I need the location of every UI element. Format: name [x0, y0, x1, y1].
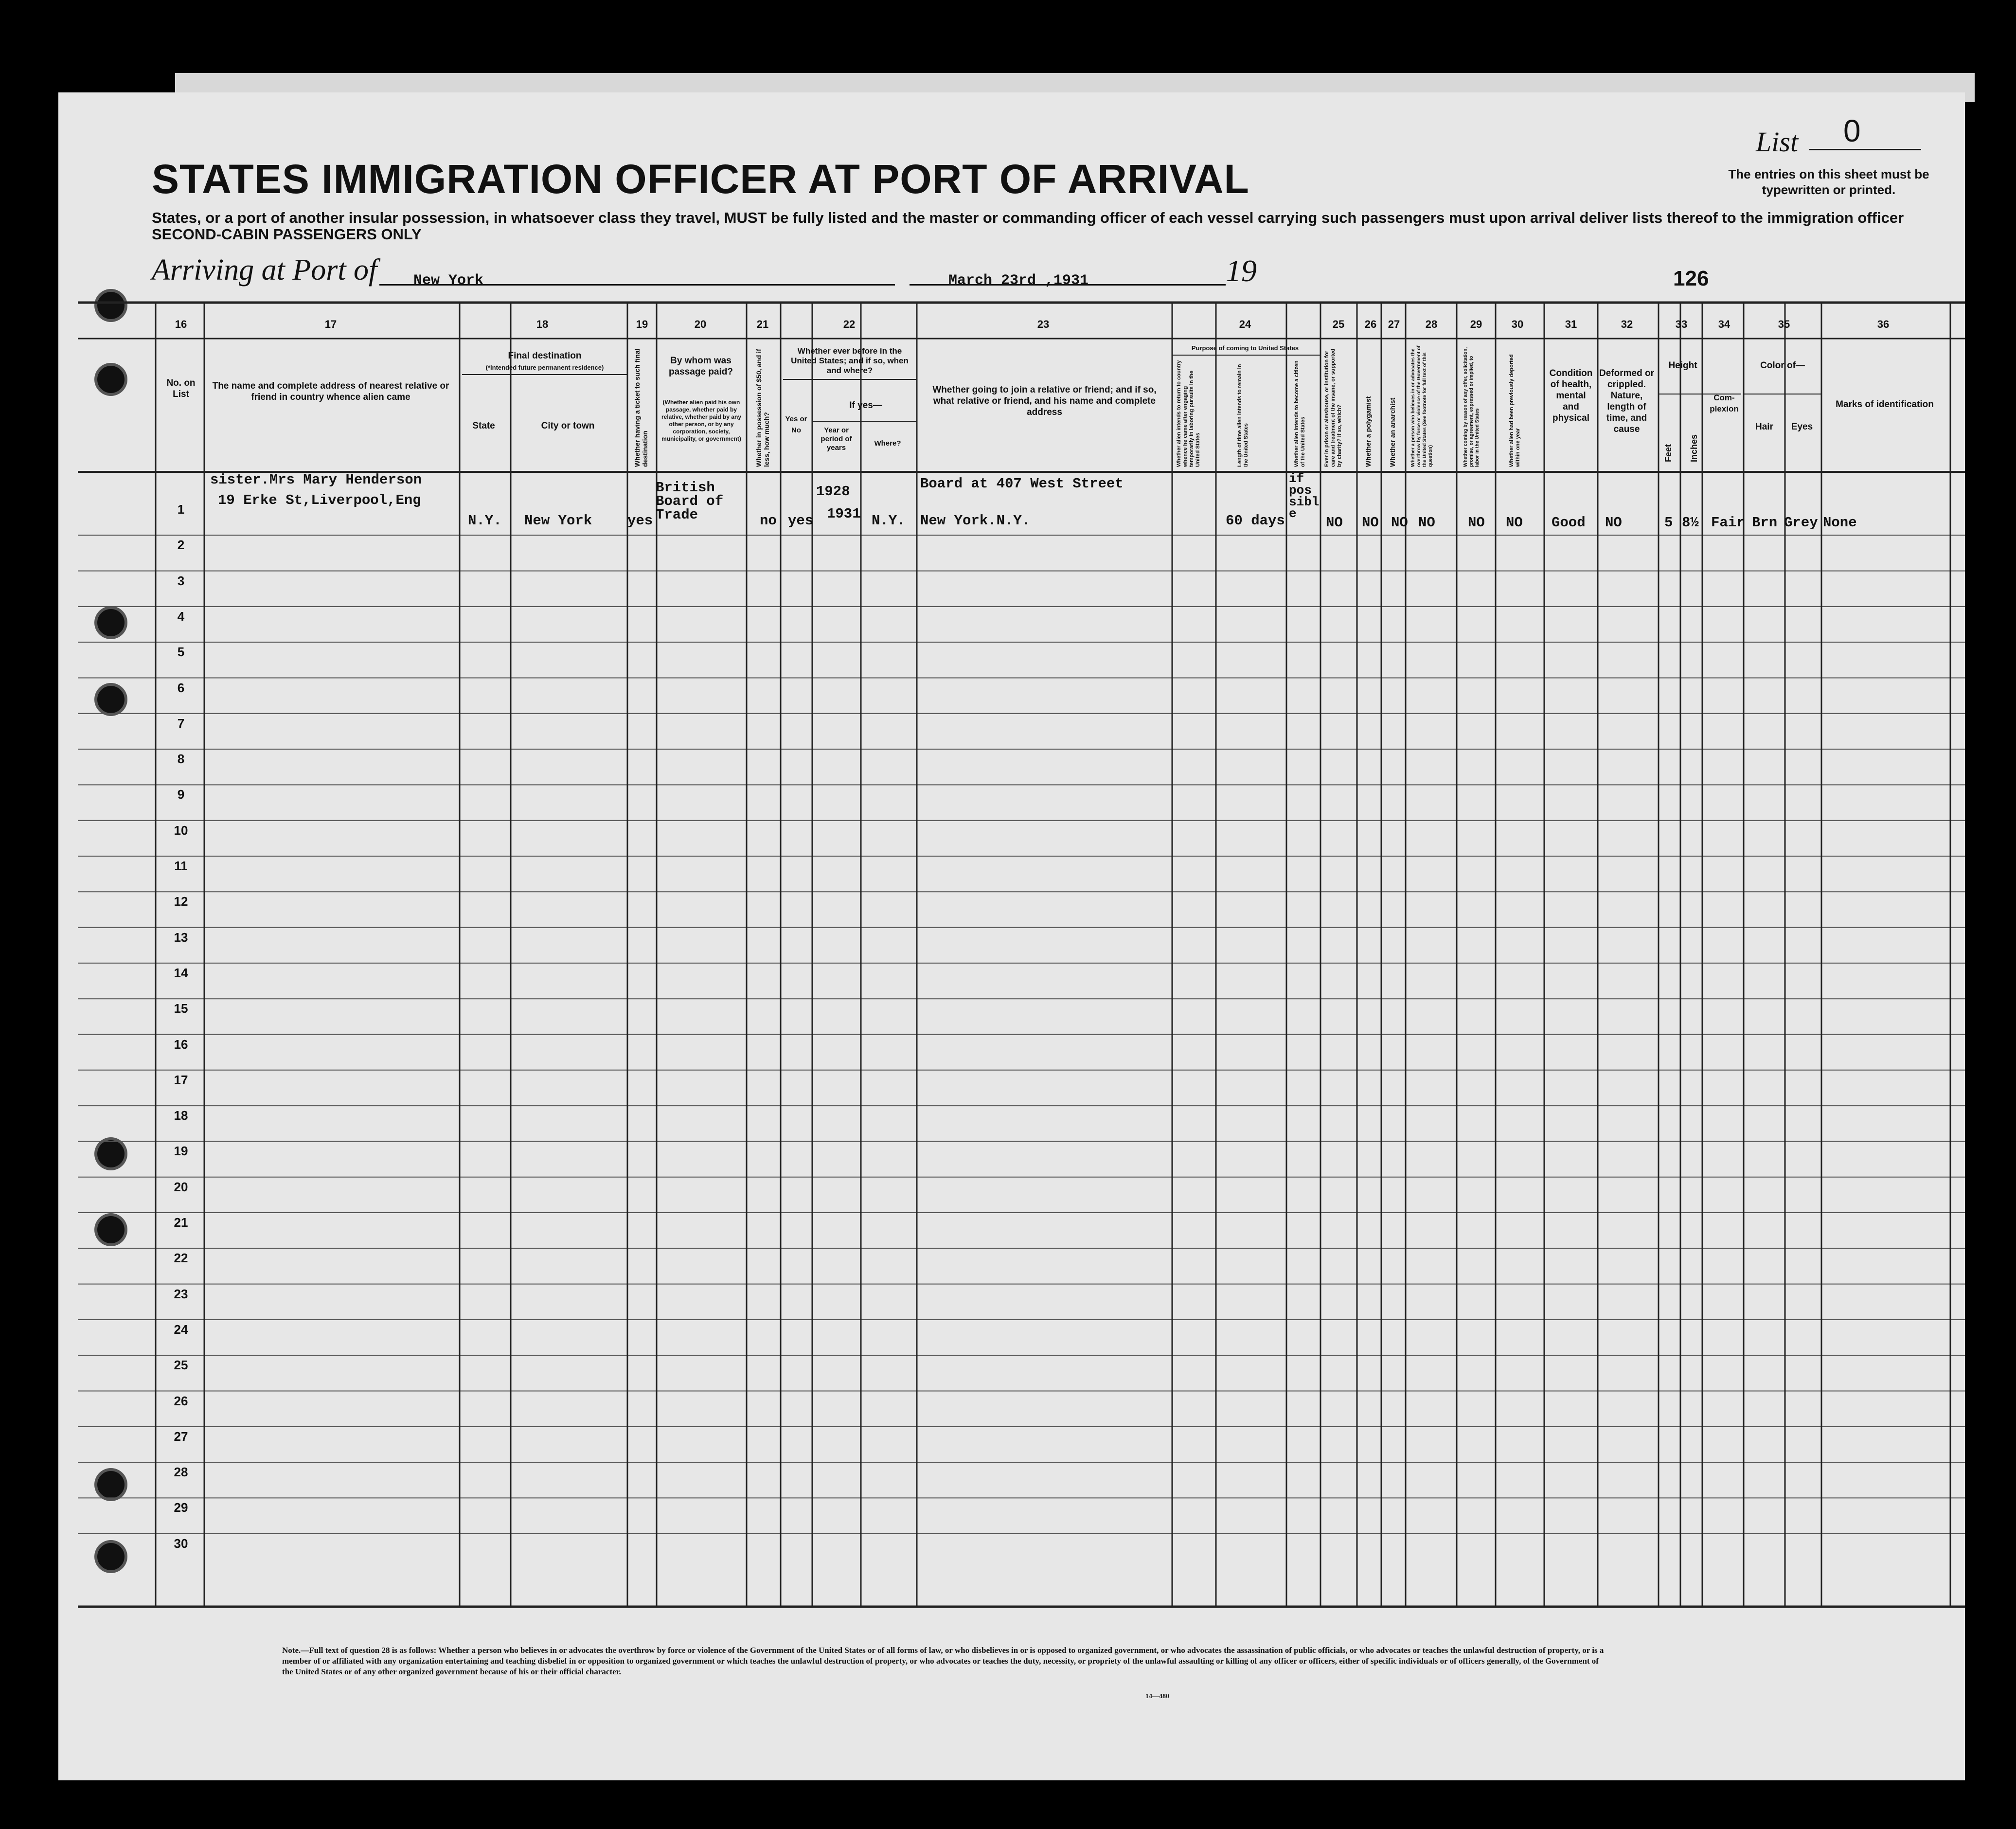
row-number: 7 — [177, 716, 185, 731]
column-number: 34 — [1718, 318, 1731, 330]
row-number: 24 — [174, 1322, 188, 1337]
row-number: 14 — [174, 965, 188, 980]
entry-has-fifty: no — [760, 513, 777, 529]
header-city: City or town — [541, 421, 595, 431]
row-number: 18 — [174, 1108, 188, 1123]
header-purpose-citizen: Whether alien intends to become a citizen of the United States — [1294, 360, 1306, 467]
header-labor-offer: Whether coming by reason of any offer, solicitation, promise, or agreement, expressed or implied, to labor in the United States — [1463, 347, 1480, 467]
entry-year-1: 1928 — [816, 484, 850, 500]
entry-paid-by-1: British — [656, 480, 715, 496]
row-number: 5 — [177, 645, 185, 660]
row-number: 2 — [177, 538, 185, 553]
column-number: 32 — [1621, 318, 1633, 330]
entry-overthrow: NO — [1418, 515, 1435, 531]
entry-relative-line2: 19 Erke St,Liverpool,Eng — [218, 492, 421, 508]
row-number: 4 — [177, 609, 185, 624]
entry-marks: None — [1823, 515, 1857, 531]
column-number: 29 — [1470, 318, 1482, 330]
form-title: STATES IMMIGRATION OFFICER AT PORT OF ARRIVAL — [152, 156, 1249, 202]
row-number: 3 — [177, 573, 185, 588]
header-polygamist: Whether a polygamist — [1364, 396, 1372, 467]
entry-length-stay: 60 days — [1226, 513, 1285, 529]
header-feet: Feet — [1663, 444, 1673, 462]
entry-feet: 5 — [1664, 515, 1673, 531]
entry-eyes: Grey — [1784, 515, 1818, 531]
entry-joining-1: Board at 407 West Street — [920, 476, 1124, 492]
entries-instruction: The entries on this sheet must be typewritten or printed. — [1728, 167, 1929, 197]
header-complexion: Com-plexion — [1710, 393, 1739, 413]
form-subtitle: States, or a port of another insular possession, in whatsoever class they travel, MUST be fully listed and the master or commanding officer of each vessel carrying such passengers must upon arrival deliver lists thereof to the immigration officer — [152, 209, 1904, 226]
header-before-in-us: Whether ever before in the United States; and if so, when and where? — [791, 346, 909, 375]
header-color-of: Color of— — [1760, 360, 1805, 371]
entry-polygamist: NO — [1362, 515, 1379, 531]
header-deported: Whether alien had been previously deported within one year — [1509, 354, 1521, 467]
row-number: 12 — [174, 894, 188, 909]
entry-deported: NO — [1506, 515, 1523, 531]
column-number: 25 — [1332, 318, 1345, 330]
entry-ticket: yes — [627, 513, 653, 529]
column-number: 18 — [536, 318, 549, 330]
header-marks: Marks of identification — [1836, 399, 1934, 410]
header-anarchist: Whether an anarchist — [1389, 397, 1396, 467]
header-passage-paid: By whom was passage paid? — [669, 356, 733, 377]
row-number: 29 — [174, 1500, 188, 1515]
row-number: 9 — [177, 787, 185, 802]
column-number: 19 — [636, 318, 648, 330]
header-no-on-list: No. on List — [166, 378, 196, 399]
row-number: 27 — [174, 1429, 188, 1444]
entry-anarchist: NO — [1391, 515, 1408, 531]
header-ticket: Whether having a ticket to such final destination — [633, 348, 649, 467]
arriving-label: Arriving at Port of — [152, 253, 377, 287]
header-hair: Hair — [1755, 422, 1773, 432]
entry-joining-2: New York.N.Y. — [920, 513, 1031, 529]
entry-health: Good — [1552, 515, 1586, 531]
form-code: 14—480 — [1145, 1693, 1169, 1700]
column-number: 28 — [1425, 318, 1438, 330]
entry-paid-by-3: Trade — [656, 507, 698, 523]
column-number: 36 — [1877, 318, 1890, 330]
header-health: Condition of health, mental and physical — [1549, 368, 1593, 423]
column-number: 16 — [175, 318, 187, 330]
entry-citizen-2: pos — [1289, 483, 1312, 498]
column-number: 17 — [324, 318, 337, 330]
entry-inches: 8½ — [1682, 515, 1699, 531]
row-number: 17 — [174, 1072, 188, 1087]
entry-relative-line1: sister.Mrs Mary Henderson — [210, 472, 422, 488]
list-label: List — [1756, 126, 1799, 158]
header-overthrow: Whether a person who believes in or advocates the overthrow by force or violence of the Government of the United States (See footnote for full text of this question) — [1410, 345, 1433, 467]
column-number: 20 — [694, 318, 707, 330]
header-height: Height — [1668, 360, 1697, 371]
row-number: 20 — [174, 1179, 188, 1194]
entry-citizen-4: e — [1289, 506, 1297, 521]
row-number: 30 — [174, 1536, 188, 1551]
header-purpose-return: Whether alien intends to return to country whence he came after engaging temporarily in laboring pursuits in the United States — [1176, 360, 1201, 467]
entry-prison: NO — [1326, 515, 1343, 531]
column-number: 27 — [1388, 318, 1400, 330]
header-if-yes: If yes— — [849, 400, 882, 411]
entry-paid-by-2: Board of — [656, 493, 724, 509]
entry-labor: NO — [1468, 515, 1485, 531]
column-number: 21 — [756, 318, 769, 330]
header-inches: Inches — [1689, 434, 1699, 462]
entry-where: N.Y. — [872, 513, 906, 529]
row-number: 6 — [177, 680, 185, 695]
row-number: 23 — [174, 1286, 188, 1301]
row-number: 10 — [174, 823, 188, 838]
year-prefix: 19 — [1226, 253, 1257, 288]
entry-city: New York — [524, 513, 592, 529]
column-number: 30 — [1511, 318, 1524, 330]
header-yes-no: Yes or No — [785, 415, 807, 434]
row-number: 11 — [174, 859, 188, 873]
header-year: Year or period of years — [821, 426, 852, 452]
sheet-number: 126 — [1673, 267, 1709, 290]
header-final-destination-note: (*Intended future permanent residence) — [485, 364, 604, 371]
list-number: 0 — [1843, 113, 1861, 148]
header-state: State — [472, 421, 495, 431]
header-deformed: Deformed or crippled. Nature, length of time, and cause — [1599, 368, 1654, 434]
header-relative-address: The name and complete address of nearest relative or friend in country whence alien came — [212, 381, 449, 402]
port-value: New York — [413, 272, 484, 289]
column-number: 26 — [1364, 318, 1377, 330]
header-joining: Whether going to join a relative or friend; and if so, what relative or friend, and his name and complete address — [932, 385, 1157, 417]
row-number: 25 — [174, 1358, 188, 1373]
entry-complexion: Fair — [1711, 515, 1745, 531]
entry-year-2: 1931 — [827, 506, 861, 522]
row-number: 13 — [174, 930, 188, 945]
column-number: 22 — [843, 318, 856, 330]
header-passage-paid-note: (Whether alien paid his own passage, whether paid by relative, whether paid by any other person, or by any corporation, society, municipality, or government) — [661, 399, 742, 442]
entry-citizen-3: sibl — [1289, 495, 1320, 509]
header-final-destination: Final destination — [508, 351, 582, 361]
form-class: SECOND-CABIN PASSENGERS ONLY — [152, 226, 422, 243]
column-number: 31 — [1565, 318, 1577, 330]
column-number: 33 — [1675, 318, 1688, 330]
row-number: 26 — [174, 1393, 188, 1408]
date-value: March 23rd ,1931 — [948, 272, 1089, 289]
header-purpose-length: Length of time alien intends to remain in the United States — [1237, 364, 1249, 467]
header-eyes: Eyes — [1791, 422, 1813, 432]
row-number: 19 — [174, 1144, 188, 1159]
row-number: 28 — [174, 1465, 188, 1480]
column-number: 35 — [1778, 318, 1790, 330]
column-number: 24 — [1239, 318, 1251, 330]
header-where: Where? — [874, 439, 901, 448]
row-number: 1 — [177, 502, 185, 517]
entry-citizen-1: if — [1289, 471, 1304, 486]
entry-before-us: yes — [788, 513, 814, 529]
column-number: 23 — [1037, 318, 1050, 330]
footnote: Note.—Full text of question 28 is as follows: Whether a person who believes in or advocates the overthrow by force or violence of the Government of the United States or of all forms of law, or who disbelieves in or is opposed to organized government, or who advocates the assassination of public officials, or who advocates or teaches the unlawful destruction of property, or is a member of or affiliated with any organization entertaining and teaching disbelief in or opposition to organized government or which teaches the unlawful destruction of property, or who advocates or teaches the duty, necessity, or propriety of the unlawful assaulting or killing of any officer or officers, either of specific individuals or of officers generally, of the Government of the United States or of any other organized government because of his or their official character. — [282, 1646, 1604, 1676]
entry-hair: Brn — [1752, 515, 1778, 531]
row-number: 8 — [177, 752, 185, 767]
header-fifty-dollars: Whether in possession of $50, and if less, how much? — [755, 349, 770, 467]
header-prison: Ever in prison or almshouse, or institution for care and treatment of the insane, or supported by charity? If so, which? — [1324, 348, 1342, 467]
row-number: 16 — [174, 1037, 188, 1052]
row-number: 22 — [174, 1251, 188, 1266]
row-number: 15 — [174, 1001, 188, 1016]
entry-state: N.Y. — [468, 513, 502, 529]
header-purpose: Purpose of coming to United States — [1191, 344, 1299, 352]
entry-deformed: NO — [1605, 515, 1622, 531]
row-number: 21 — [174, 1215, 188, 1230]
